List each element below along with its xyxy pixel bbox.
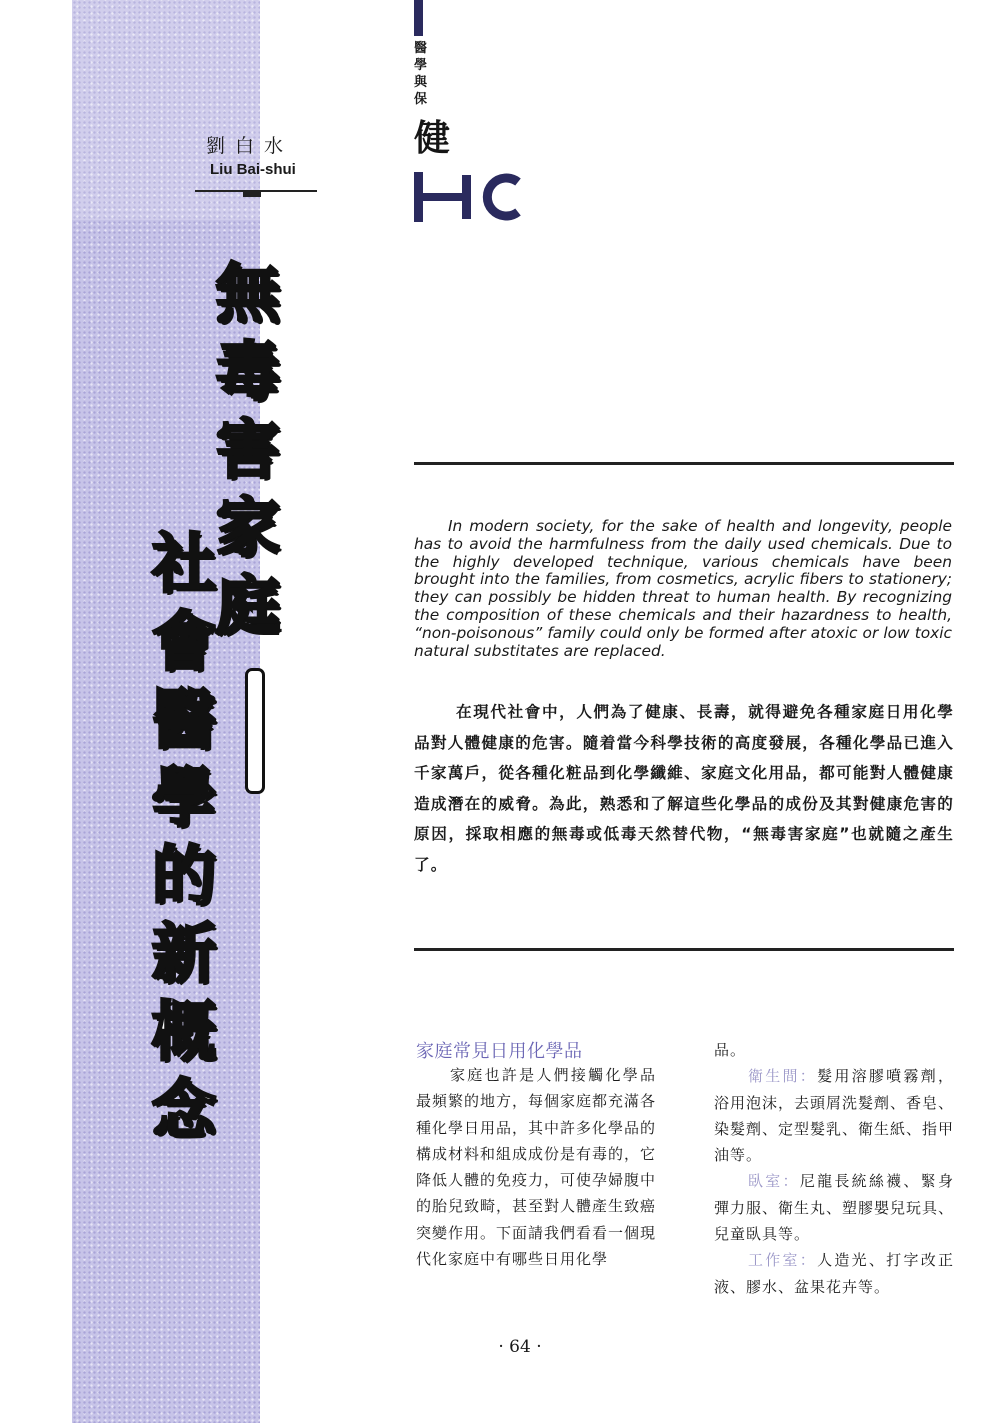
room-items: 髮用溶膠噴霧劑，浴用泡沫，去頭屑洗髮劑、香皂、染髮劑、定型髮乳、衛生紙、指甲油等。 xyxy=(714,1067,955,1165)
title-char: 的 xyxy=(152,840,216,914)
list-item xyxy=(714,1063,954,1168)
page-number: · 64 · xyxy=(498,1337,542,1357)
title-char: 概 xyxy=(152,996,216,1070)
abstract-english: In modern society, for the sake of health and longevity, people has to avoid the harmfulness from the daily used chemicals. Due to the highly developed technique, various chemicals have been brought into the families, from cosmetics, acrylic fibers to stationery; they can possibly be hidden threat to human health. By recognizing the composition of these chemicals and their hazardness to health, “non-poisonous” family could only be formed after atoxic or low toxic natural substitates are replaced. xyxy=(414,517,952,660)
list-item xyxy=(714,1247,954,1300)
author-name-en: Liu Bai-shui xyxy=(210,161,296,178)
section-logo-icon xyxy=(414,172,524,222)
title-dash xyxy=(245,668,265,794)
section-label: 醫學與保 xyxy=(414,41,428,107)
title-char: 學 xyxy=(152,762,216,836)
abstract-chinese: 在現代社會中，人們為了健康、長壽，就得避免各種家庭日用化學品對人體健康的危害。隨着當今科學技術的高度發展，各種化學品已進入千家萬戶，從各種化粧品到化學纖維、家庭文化用品，都可能對人體健康造成潛在的威脅。為此，熟悉和了解這些化學品的成份及其對健康危害的原因，採取相應的無毒或低毒天然替代物，“無毒害家庭”也就隨之產生了。 xyxy=(414,703,954,874)
room-items: 尼龍長統絲襪、緊身彈力服、衛生丸、塑膠嬰兒玩具、兒童臥具等。 xyxy=(714,1172,955,1244)
title-char: 毒 xyxy=(216,336,280,410)
body-text-left: 家庭也許是人們接觸化學品最頻繁的地方，每個家庭都充滿各種化學日用品，其中許多化學品的構成材料和組成成份是有毒的，它降低人體的免疫力，可使孕婦腹中的胎兒致畸，甚至對人體產生致癌突變作用。下面請我們看看一個現代化家庭中有哪些日用化學 xyxy=(416,1066,657,1269)
title-char: 會 xyxy=(152,606,216,680)
list-item xyxy=(714,1168,954,1247)
body-continuation: 品。 xyxy=(714,1041,747,1059)
title-char: 害 xyxy=(216,414,280,488)
title-line-2 xyxy=(152,526,216,1150)
title-char: 社 xyxy=(152,528,216,602)
decorative-side-band-highlight xyxy=(72,0,260,220)
title-char: 念 xyxy=(152,1074,216,1148)
author-name-zh: 劉白水 xyxy=(206,135,294,157)
section-heading: 家庭常見日用化學品 xyxy=(416,1041,583,1062)
body-text-right xyxy=(714,1037,954,1300)
room-items: 人造光、打字改正液、膠水、盆果花卉等。 xyxy=(714,1251,954,1296)
author-divider-mark xyxy=(243,191,261,197)
section-big-char: 健 xyxy=(414,118,451,159)
title-char: 新 xyxy=(152,918,216,992)
divider-bottom xyxy=(414,948,954,951)
title-char: 家 xyxy=(216,492,280,566)
title-char: 庭 xyxy=(216,570,280,644)
title-char: 醫 xyxy=(152,684,216,758)
room-label: 臥室： xyxy=(748,1172,800,1191)
room-label: 工作室： xyxy=(748,1251,818,1270)
divider-top xyxy=(414,462,954,465)
title-char: 無 xyxy=(216,258,280,332)
section-accent-bar xyxy=(414,0,423,36)
title-line-1 xyxy=(216,256,280,646)
room-label: 衛生間： xyxy=(748,1067,818,1086)
